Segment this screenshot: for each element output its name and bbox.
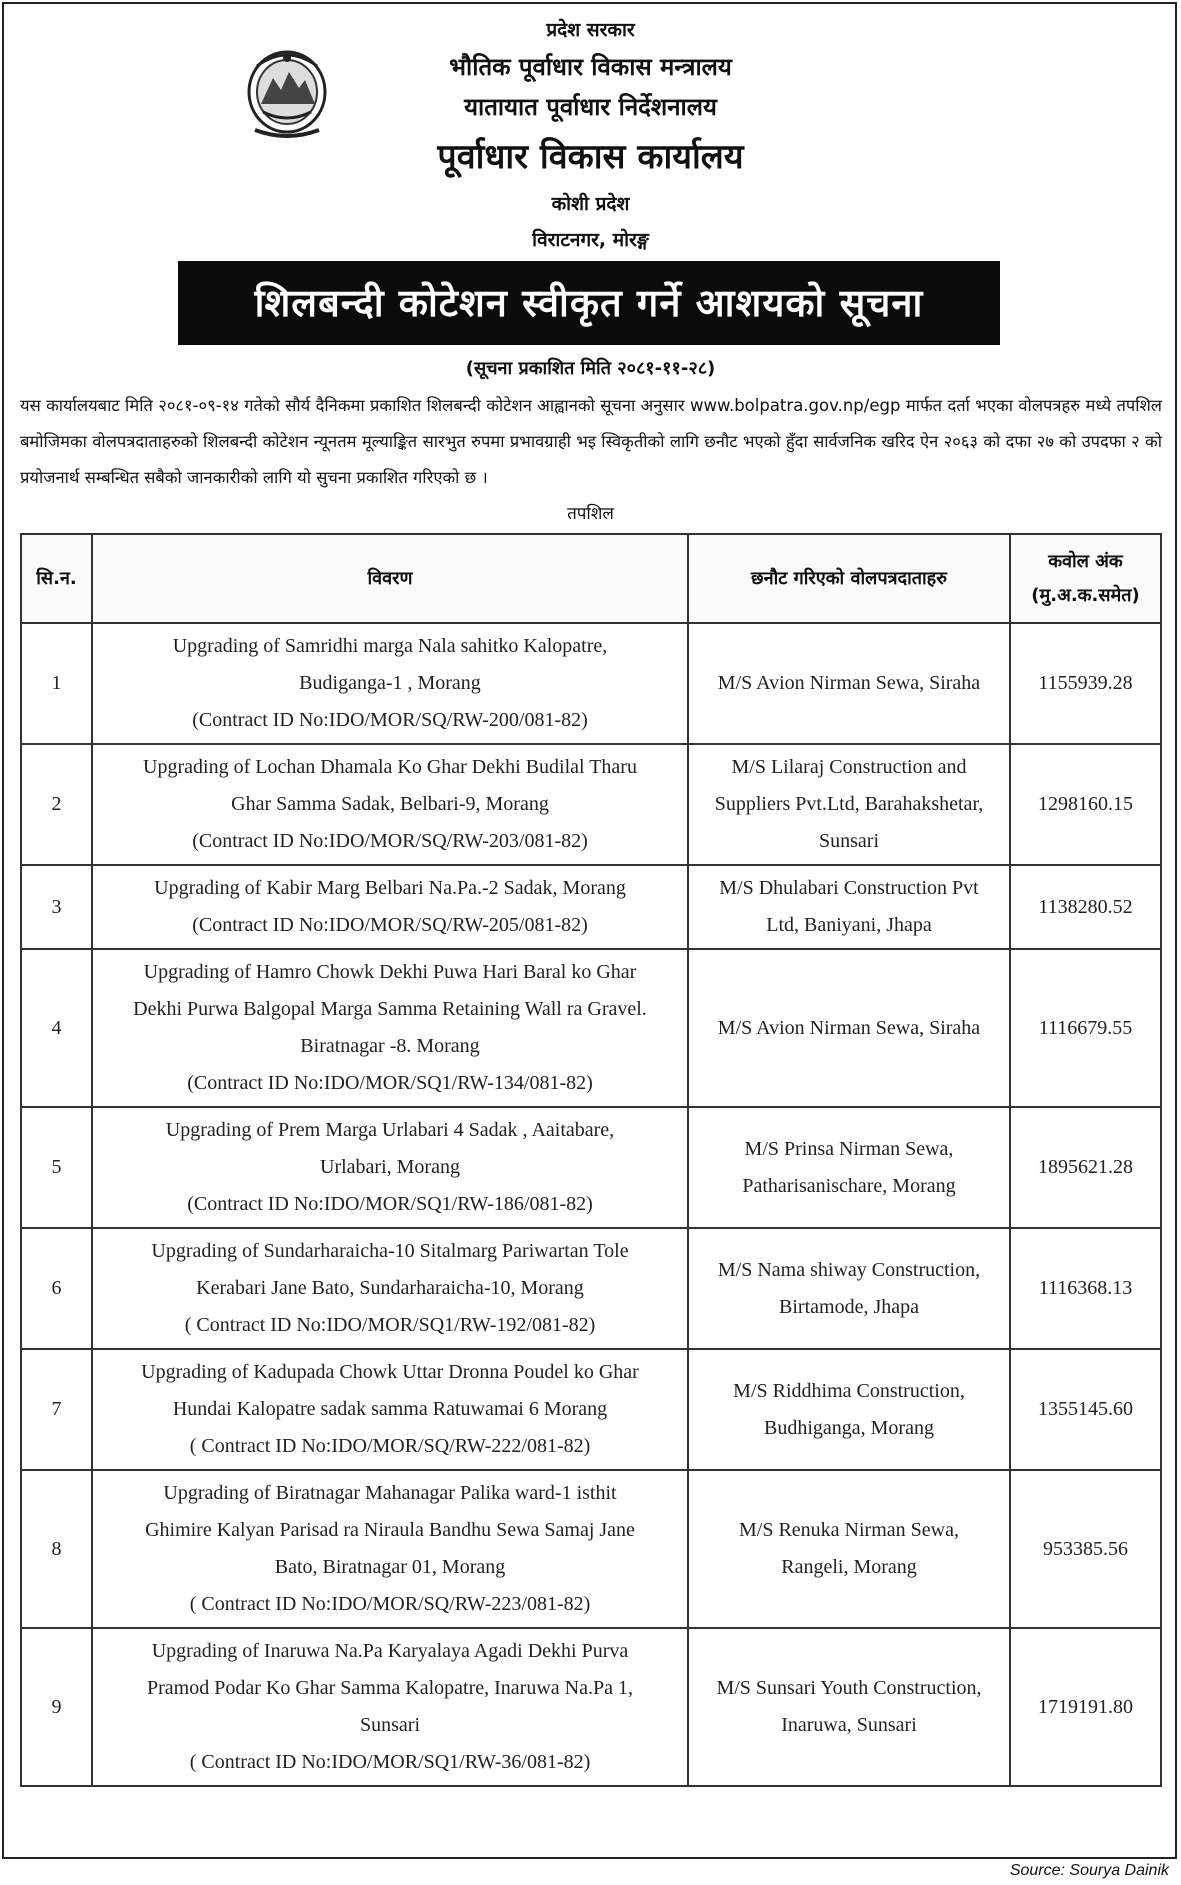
description-line: Kerabari Jane Bato, Sundarharaicha-10, Morang	[196, 1277, 584, 1299]
table-row	[21, 1470, 1161, 1628]
row-description	[92, 1470, 688, 1628]
row-description	[92, 623, 688, 744]
description-line: Upgrading of Hamro Chowk Dekhi Puwa Hari Baral ko Ghar	[143, 961, 637, 983]
directorate-name: यातायात पूर्वाधार निर्देशनालय	[464, 93, 717, 121]
table-header-row	[21, 534, 1161, 623]
row-amount: 1298160.15	[1010, 744, 1161, 865]
row-bidder	[688, 1470, 1010, 1628]
row-bidder	[688, 744, 1010, 865]
description-line: Upgrading of Kabir Marg Belbari Na.Pa.-2 Sadak, Morang	[154, 877, 626, 899]
table-body	[21, 623, 1161, 1786]
bidder-line: M/S Lilaraj Construction and	[731, 756, 967, 778]
description-line: (Contract ID No:IDO/MOR/SQ/RW-205/081-82)	[192, 914, 588, 936]
row-sn: 2	[21, 744, 92, 865]
bidder-line: Rangeli, Morang	[781, 1556, 917, 1578]
intro-paragraph: यस कार्यालयबाट मिति २०८१-०९-१४ गतेको सौर्य दैनिकमा प्रकाशित शिलबन्दी कोटेशन आह्वानको सूचना अनुसार www.bolpatra.gov.np/egp मार्फत दर्ता भएका वोलपत्रहरु मध्ये तपशिल बमोजिमका वोलपत्रदाताहरुको शिलबन्दी कोटेशन न्यूनतम मूल्याङ्कित सारभुत रुपमा प्रभावग्राही भइ स्विकृतीको लागि छनौट भएको हुँदा सार्वजनिक खरिद ऐन २०६३ को दफा २७ को उपदफा २ को प्रयोजनार्थ सम्बन्धित सबैको जानकारीको लागि यो सुचना प्रकाशित गरिएको छ ।	[20, 396, 1162, 487]
bidder-line: Budhiganga, Morang	[764, 1416, 934, 1439]
header-amount	[1010, 534, 1161, 623]
description-line: (Contract ID No:IDO/MOR/SQ/RW-200/081-82)	[192, 709, 588, 731]
row-bidder	[688, 949, 1010, 1107]
row-amount: 1355145.60	[1010, 1349, 1161, 1470]
government-label: प्रदेश सरकार	[546, 19, 635, 41]
row-bidder	[688, 865, 1010, 949]
table-row	[21, 1349, 1161, 1470]
office-name: पूर्वाधार विकास कार्यालय	[437, 137, 744, 177]
header-amount-line2: (मु.अ.क.समेत)	[1031, 584, 1140, 606]
row-sn: 8	[21, 1470, 92, 1628]
description-line: ( Contract ID No:IDO/MOR/SQ/RW-222/081-82)	[189, 1435, 591, 1457]
table-row	[21, 1107, 1161, 1228]
table-row	[21, 1228, 1161, 1349]
row-description	[92, 949, 688, 1107]
description-line: (Contract ID No:IDO/MOR/SQ1/RW-134/081-82)	[187, 1072, 593, 1094]
row-sn: 9	[21, 1628, 92, 1786]
header-amount-line1: कवोल अंक	[1048, 550, 1123, 572]
schedule-label: तपशिल	[567, 504, 614, 524]
description-line: Upgrading of Lochan Dhamala Ko Ghar Dekhi Budilal Tharu	[143, 756, 637, 778]
bidder-line: M/S Renuka Nirman Sewa,	[739, 1519, 959, 1541]
bidder-line: Ltd, Baniyani, Jhapa	[766, 914, 932, 936]
row-description	[92, 1628, 688, 1786]
description-line: Ghimire Kalyan Parisad ra Niraula Bandhu Sewa Samaj Jane	[145, 1519, 635, 1541]
description-line: Upgrading of Biratnagar Mahanagar Palika ward-1 isthit	[163, 1482, 617, 1504]
description-line: Upgrading of Sundarharaicha-10 Sitalmarg Pariwartan Tole	[151, 1240, 629, 1262]
row-description	[92, 1349, 688, 1470]
row-sn: 4	[21, 949, 92, 1107]
table-row	[21, 865, 1161, 949]
header-sn: सि.न.	[21, 534, 92, 623]
row-sn: 1	[21, 623, 92, 744]
bidder-line: M/S Avion Nirman Sewa, Siraha	[717, 672, 981, 694]
row-sn: 7	[21, 1349, 92, 1470]
description-line: Upgrading of Inaruwa Na.Pa Karyalaya Agadi Dekhi Purva	[151, 1640, 629, 1662]
description-line: Urlabari, Morang	[320, 1156, 460, 1178]
row-sn: 5	[21, 1107, 92, 1228]
description-line: Biratnagar -8. Morang	[300, 1035, 480, 1057]
row-amount: 1138280.52	[1010, 865, 1161, 949]
row-amount: 1116368.13	[1010, 1228, 1161, 1349]
description-line: Budiganga-1 , Morang	[299, 672, 481, 694]
bidder-line: Suppliers Pvt.Ltd, Barahakshetar,	[714, 793, 984, 815]
description-line: Dekhi Purwa Balgopal Marga Samma Retaining Wall ra Gravel.	[133, 998, 647, 1020]
table-row	[21, 949, 1161, 1107]
description-line: ( Contract ID No:IDO/MOR/SQ/RW-223/081-82)	[189, 1593, 591, 1615]
row-description	[92, 865, 688, 949]
source-credit: Source: Sourya Dainik	[1009, 1862, 1169, 1879]
description-line: ( Contract ID No:IDO/MOR/SQ1/RW-192/081-82)	[184, 1314, 596, 1336]
notice-title: शिलबन्दी कोटेशन स्वीकृत गर्ने आशयको सूचना	[178, 261, 1000, 345]
row-bidder	[688, 1628, 1010, 1786]
table-row	[21, 744, 1161, 865]
header-bidder: छनौट गरिएको वोलपत्रदाताहरु	[688, 534, 1010, 623]
header-description: विवरण	[92, 534, 688, 623]
row-sn: 3	[21, 865, 92, 949]
row-description	[92, 744, 688, 865]
bidder-line: Patharisanischare, Morang	[742, 1174, 956, 1197]
description-line: (Contract ID No:IDO/MOR/SQ1/RW-186/081-82)	[187, 1193, 593, 1215]
publication-date: (सूचना प्रकाशित मिति २०८१-११-२८)	[465, 358, 716, 379]
bidder-line: M/S Nama shiway Construction,	[717, 1258, 981, 1281]
description-line: Upgrading of Samridhi marga Nala sahitko Kalopatre,	[172, 635, 608, 657]
row-description	[92, 1228, 688, 1349]
description-line: Ghar Samma Sadak, Belbari-9, Morang	[231, 793, 549, 815]
row-amount: 1116679.55	[1010, 949, 1161, 1107]
description-line: (Contract ID No:IDO/MOR/SQ/RW-203/081-82)	[192, 830, 588, 852]
description-line: Pramod Podar Ko Ghar Samma Kalopatre, Inaruwa Na.Pa 1,	[147, 1677, 633, 1699]
province-name: कोशी प्रदेश	[551, 193, 630, 215]
row-bidder	[688, 1107, 1010, 1228]
city-name: विराटनगर, मोरङ्ग	[532, 229, 649, 251]
row-bidder	[688, 1349, 1010, 1470]
bidder-line: M/S Dhulabari Construction Pvt	[719, 877, 979, 899]
bidder-line: Birtamode, Jhapa	[779, 1295, 919, 1318]
bidder-line: Sunsari	[819, 830, 879, 852]
table-row	[21, 623, 1161, 744]
selected-bidders-table	[20, 533, 1162, 1787]
bidder-line: Inaruwa, Sunsari	[781, 1714, 917, 1736]
description-line: Upgrading of Kadupada Chowk Uttar Dronna Poudel ko Ghar	[141, 1361, 639, 1383]
row-amount: 1719191.80	[1010, 1628, 1161, 1786]
bidder-line: M/S Sunsari Youth Construction,	[716, 1677, 982, 1699]
row-bidder	[688, 623, 1010, 744]
description-line: Sunsari	[360, 1714, 420, 1736]
bidder-line: M/S Riddhima Construction,	[733, 1379, 965, 1402]
row-amount: 953385.56	[1010, 1470, 1161, 1628]
bidder-line: M/S Avion Nirman Sewa, Siraha	[717, 1016, 981, 1039]
row-amount: 1895621.28	[1010, 1107, 1161, 1228]
row-sn: 6	[21, 1228, 92, 1349]
description-line: Upgrading of Prem Marga Urlabari 4 Sadak , Aaitabare,	[165, 1119, 615, 1141]
description-line: Bato, Biratnagar 01, Morang	[274, 1556, 506, 1578]
table-row	[21, 1628, 1161, 1786]
ministry-name: भौतिक पूर्वाधार विकास मन्त्रालय	[449, 53, 732, 81]
description-line: Hundai Kalopatre sadak samma Ratuwamai 6 Morang	[172, 1398, 608, 1420]
bidder-line: M/S Prinsa Nirman Sewa,	[744, 1137, 954, 1160]
row-amount: 1155939.28	[1010, 623, 1161, 744]
row-description	[92, 1107, 688, 1228]
description-line: ( Contract ID No:IDO/MOR/SQ1/RW-36/081-82)	[189, 1751, 591, 1773]
row-bidder	[688, 1228, 1010, 1349]
